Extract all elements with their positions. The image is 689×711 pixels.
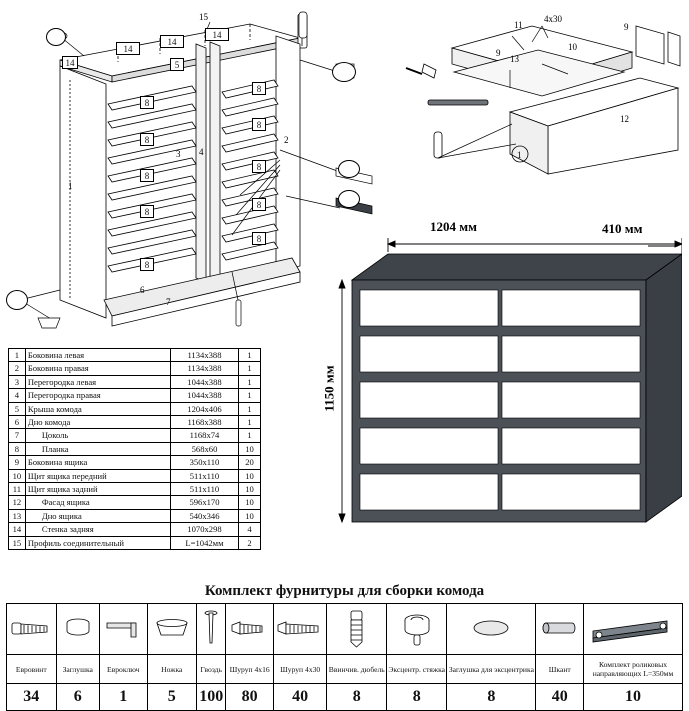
part-number: 3 xyxy=(9,375,26,388)
svg-text:13: 13 xyxy=(510,54,519,64)
table-row xyxy=(9,389,261,402)
foot-icon xyxy=(147,604,197,655)
kit-item-name: Комплект роликовых направляющих L=350мм xyxy=(584,655,683,684)
part-qty: 10 xyxy=(239,469,261,482)
part-number: 14 xyxy=(9,523,26,536)
kit-item-name: Шуруп 4х16 xyxy=(226,655,274,684)
part-name: Перегородка правая xyxy=(25,389,170,402)
callout-14-a: 14 xyxy=(116,42,140,55)
part-size: 1070х298 xyxy=(170,523,238,536)
table-row xyxy=(9,523,261,536)
kit-item-name: Евроключ xyxy=(100,655,148,684)
screw-4x30-icon xyxy=(273,604,327,655)
part-qty: 1 xyxy=(239,429,261,442)
part-number: 7 xyxy=(9,429,26,442)
part-size: 350х110 xyxy=(170,456,238,469)
svg-text:9: 9 xyxy=(624,22,629,32)
svg-text:1: 1 xyxy=(517,150,522,160)
part-qty: 4 xyxy=(239,523,261,536)
part-size: 511х110 xyxy=(170,483,238,496)
part-qty: 1 xyxy=(239,349,261,362)
svg-text:11: 11 xyxy=(514,20,523,30)
part-name: Цоколь xyxy=(25,429,170,442)
kit-item-name: Заглушка xyxy=(56,655,99,684)
part-name: Стенка задняя xyxy=(25,523,170,536)
part-number: 8 xyxy=(9,442,26,455)
callout-14-c: 14 xyxy=(205,28,229,41)
part-number: 4 xyxy=(9,389,26,402)
detail-circle-right-1 xyxy=(338,160,360,178)
part-size: L=1042мм xyxy=(170,536,238,549)
part-qty: 1 xyxy=(239,416,261,429)
part-name: Боковина правая xyxy=(25,362,170,375)
callout-8-l5: 8 xyxy=(140,258,154,271)
part-name: Перегородка левая xyxy=(25,375,170,388)
callout-6: 6 xyxy=(140,285,145,295)
svg-text:4х30: 4х30 xyxy=(544,14,562,24)
commode-render xyxy=(321,219,682,550)
kit-item-name: Шуруп 4х30 xyxy=(273,655,327,684)
table-row xyxy=(9,536,261,549)
part-size: 1044х388 xyxy=(170,389,238,402)
roller-guides-icon xyxy=(584,604,683,655)
part-number: 12 xyxy=(9,496,26,509)
part-name: Дно комода xyxy=(25,416,170,429)
callout-4: 4 xyxy=(199,147,204,157)
kit-item-count: 34 xyxy=(7,684,57,711)
callout-14-d: 14 xyxy=(62,56,78,69)
part-number: 9 xyxy=(9,456,26,469)
table-row xyxy=(9,349,261,362)
detail-circle-top-left xyxy=(46,28,66,46)
part-qty: 1 xyxy=(239,375,261,388)
callout-8-r2: 8 xyxy=(252,118,266,131)
kit-item-name: Шкант xyxy=(536,655,584,684)
part-name: Фасад ящика xyxy=(25,496,170,509)
part-number: 6 xyxy=(9,416,26,429)
eccentric-cap-icon xyxy=(447,604,536,655)
eccentric-tie-icon xyxy=(387,604,447,655)
part-number: 1 xyxy=(9,349,26,362)
part-qty: 1 xyxy=(239,402,261,415)
part-number: 5 xyxy=(9,402,26,415)
kit-item-count: 40 xyxy=(536,684,584,711)
part-name: Боковина ящика xyxy=(25,456,170,469)
kit-item-count: 6 xyxy=(56,684,99,711)
svg-text:12: 12 xyxy=(620,114,629,124)
kit-title: Комплект фурнитуры для сборки комода xyxy=(204,583,485,599)
callout-8-l3: 8 xyxy=(140,169,154,182)
table-row xyxy=(9,402,261,415)
svg-text:15: 15 xyxy=(199,12,208,22)
part-name: Профиль соединительный xyxy=(25,536,170,549)
nail-icon xyxy=(197,604,226,655)
screw-4x16-icon xyxy=(226,604,274,655)
detail-circle-bottom-left xyxy=(6,290,28,310)
part-qty: 10 xyxy=(239,496,261,509)
part-number: 2 xyxy=(9,362,26,375)
table-row xyxy=(9,362,261,375)
part-size: 1044х388 xyxy=(170,375,238,388)
svg-text:9: 9 xyxy=(496,48,501,58)
part-qty: 20 xyxy=(239,456,261,469)
table-row xyxy=(9,416,261,429)
part-size: 1204х406 xyxy=(170,402,238,415)
part-qty: 2 xyxy=(239,536,261,549)
callout-8-l1: 8 xyxy=(140,96,154,109)
table-row xyxy=(9,496,261,509)
part-name: Щит ящика передний xyxy=(25,469,170,482)
part-size: 596х170 xyxy=(170,496,238,509)
part-size: 511х110 xyxy=(170,469,238,482)
part-size: 568х60 xyxy=(170,442,238,455)
eurokey-icon xyxy=(100,604,148,655)
kit-item-count: 1 xyxy=(100,684,148,711)
callout-8-r5: 8 xyxy=(252,232,266,245)
detail-circle-top-right xyxy=(332,62,356,82)
table-row xyxy=(9,375,261,388)
callout-14-b: 14 xyxy=(160,35,184,48)
kit-item-name: Заглушка для эксцентрика xyxy=(447,655,536,684)
table-row xyxy=(9,483,261,496)
table-row xyxy=(9,456,261,469)
kit-item-name: Ножка xyxy=(147,655,197,684)
hardware-kit-table xyxy=(6,603,683,711)
kit-item-name: Гвоздь xyxy=(197,655,226,684)
kit-item-count: 8 xyxy=(387,684,447,711)
callout-8-r3: 8 xyxy=(252,160,266,173)
part-size: 1134х388 xyxy=(170,362,238,375)
render-height-label: 1150 мм xyxy=(321,365,337,412)
part-number: 15 xyxy=(9,536,26,549)
part-size: 1168х388 xyxy=(170,416,238,429)
kit-item-count: 10 xyxy=(584,684,683,711)
kit-item-name: Эксцентр. стяжка xyxy=(387,655,447,684)
render-depth-label: 410 мм xyxy=(602,221,643,236)
part-qty: 10 xyxy=(239,483,261,496)
callout-8-r1: 8 xyxy=(252,82,266,95)
detail-circle-right-2 xyxy=(338,190,360,208)
part-size: 540х346 xyxy=(170,509,238,522)
kit-item-count: 8 xyxy=(447,684,536,711)
part-name: Боковина левая xyxy=(25,349,170,362)
callout-8-l2: 8 xyxy=(140,133,154,146)
callout-8-l4: 8 xyxy=(140,205,154,218)
part-name: Щит ящика задний xyxy=(25,483,170,496)
drawer-detail-diagram xyxy=(392,4,684,184)
kit-item-name: Евровинт xyxy=(7,655,57,684)
table-row xyxy=(9,469,261,482)
kit-item-count: 40 xyxy=(273,684,327,711)
svg-text:10: 10 xyxy=(568,42,577,52)
kit-item-count: 5 xyxy=(147,684,197,711)
callout-2: 2 xyxy=(284,135,289,145)
part-size: 1134х388 xyxy=(170,349,238,362)
dowel-icon xyxy=(536,604,584,655)
part-number: 11 xyxy=(9,483,26,496)
part-qty: 10 xyxy=(239,442,261,455)
callout-5: 5 xyxy=(170,58,184,71)
render-width-label: 1204 мм xyxy=(430,219,477,234)
part-name: Планка xyxy=(25,442,170,455)
parts-table xyxy=(8,348,261,550)
euroscrew-icon xyxy=(7,604,57,655)
callout-7: 7 xyxy=(166,297,171,307)
cap-icon xyxy=(56,604,99,655)
part-qty: 10 xyxy=(239,509,261,522)
table-row xyxy=(9,509,261,522)
callout-1: 1 xyxy=(68,181,73,191)
screw-in-dowel-icon xyxy=(327,604,387,655)
table-row xyxy=(9,429,261,442)
part-number: 13 xyxy=(9,509,26,522)
part-name: Крыша комода xyxy=(25,402,170,415)
kit-item-count: 8 xyxy=(327,684,387,711)
table-row xyxy=(9,442,261,455)
kit-item-name: Ввинчив. дюбель xyxy=(327,655,387,684)
part-qty: 1 xyxy=(239,389,261,402)
part-number: 10 xyxy=(9,469,26,482)
part-qty: 1 xyxy=(239,362,261,375)
kit-item-count: 80 xyxy=(226,684,274,711)
part-name: Дно ящика xyxy=(25,509,170,522)
kit-item-count: 100 xyxy=(197,684,226,711)
callout-3: 3 xyxy=(176,149,181,159)
callout-8-r4: 8 xyxy=(252,198,266,211)
part-size: 1168х74 xyxy=(170,429,238,442)
